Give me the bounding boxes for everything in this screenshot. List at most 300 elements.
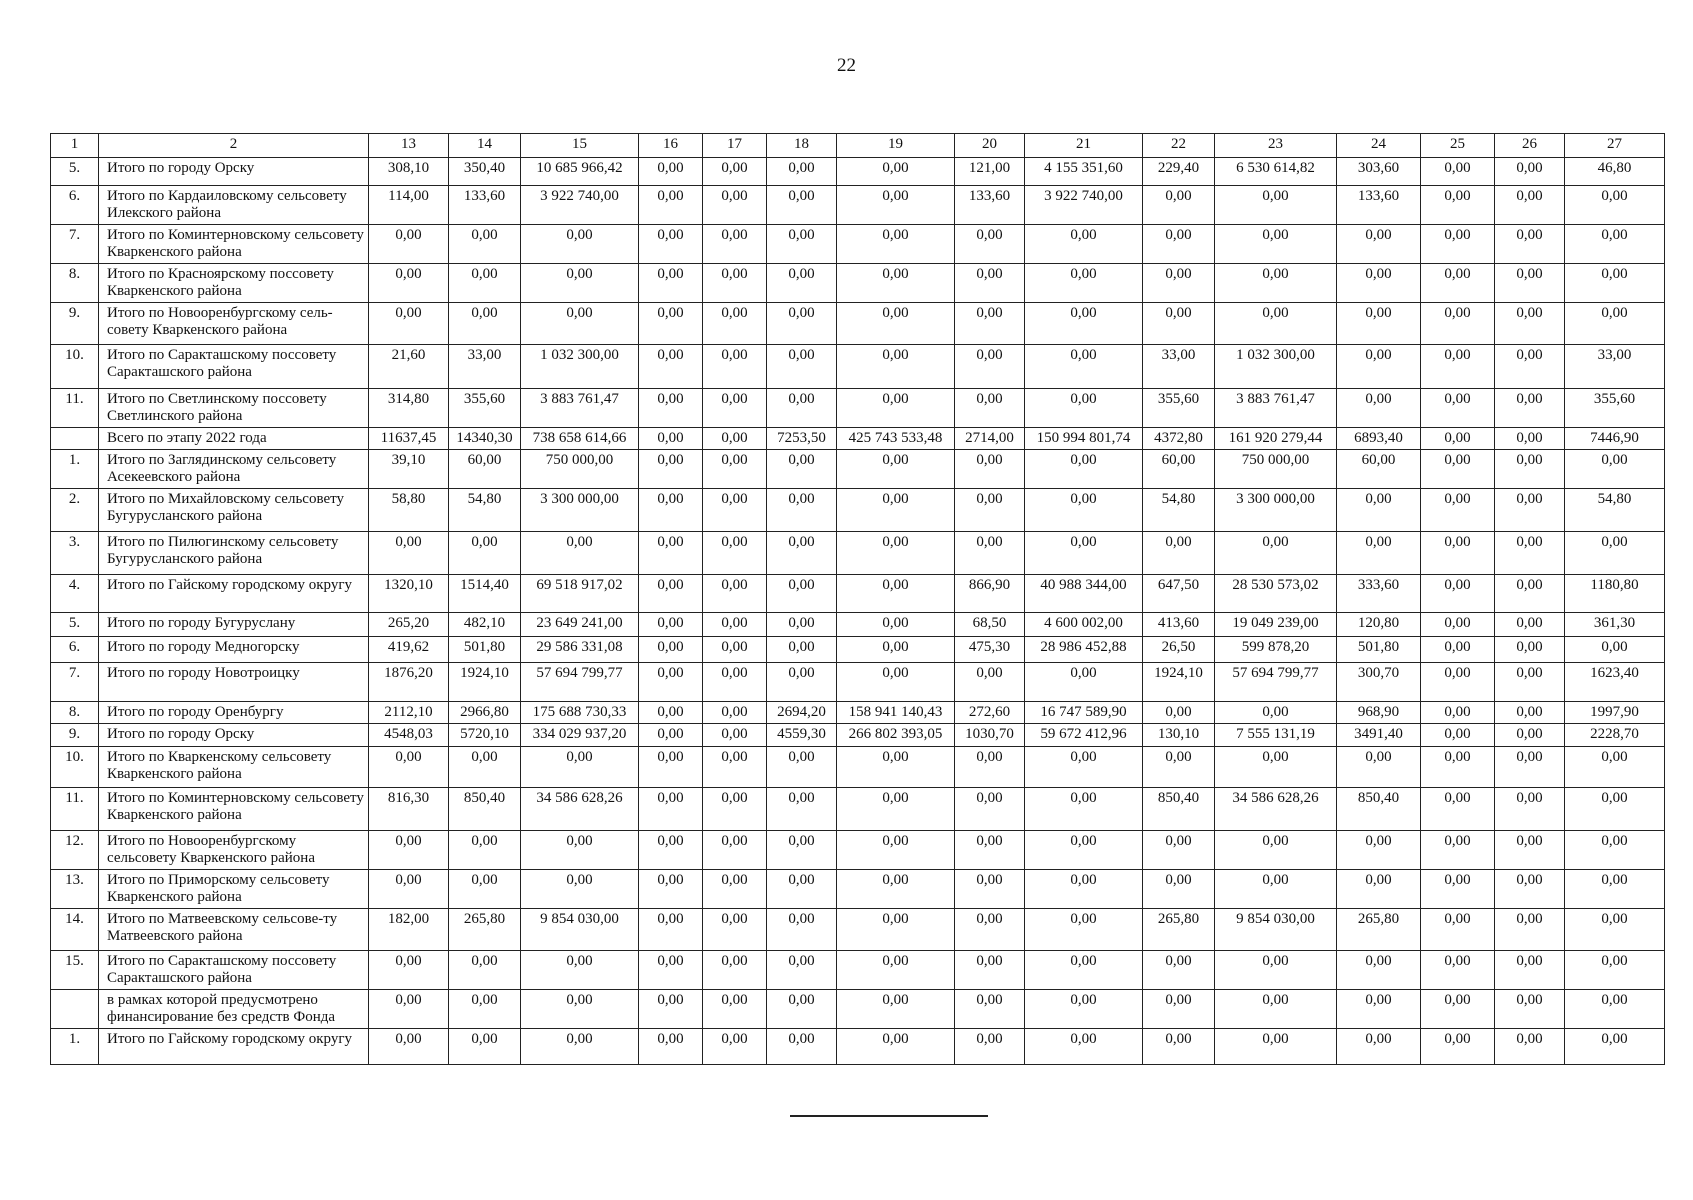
table-row [51, 951, 1665, 990]
table-cell: 1180,80 [1565, 575, 1665, 613]
table-cell: 33,00 [1143, 345, 1215, 389]
table-cell: 0,00 [837, 788, 955, 831]
table-cell: 0,00 [837, 532, 955, 575]
column-header: 17 [703, 134, 767, 158]
row-number: 3. [51, 532, 99, 575]
table-cell: 0,00 [449, 831, 521, 870]
table-cell: 0,00 [639, 702, 703, 724]
table-cell: 0,00 [1495, 990, 1565, 1029]
table-cell: 0,00 [767, 345, 837, 389]
table-cell: 2228,70 [1565, 724, 1665, 747]
table-cell: 738 658 614,66 [521, 428, 639, 450]
table-cell: 0,00 [1565, 788, 1665, 831]
table-cell: 60,00 [1337, 450, 1421, 489]
table-cell: 0,00 [1565, 1029, 1665, 1065]
table-cell: 133,60 [449, 186, 521, 225]
table-cell: 0,00 [703, 575, 767, 613]
row-number: 11. [51, 788, 99, 831]
table-cell: 133,60 [1337, 186, 1421, 225]
table-cell: 0,00 [369, 1029, 449, 1065]
table-cell: 0,00 [639, 158, 703, 186]
row-number: 6. [51, 637, 99, 663]
table-cell: 419,62 [369, 637, 449, 663]
table-cell: 0,00 [521, 951, 639, 990]
table-cell: 0,00 [639, 870, 703, 909]
table-cell: 3491,40 [1337, 724, 1421, 747]
column-header: 22 [1143, 134, 1215, 158]
table-cell: 265,80 [1143, 909, 1215, 951]
table-cell: 0,00 [1565, 264, 1665, 303]
column-header: 21 [1025, 134, 1143, 158]
row-number: 6. [51, 186, 99, 225]
table-cell: 0,00 [1337, 747, 1421, 788]
table-cell: 0,00 [767, 990, 837, 1029]
table-cell: 647,50 [1143, 575, 1215, 613]
table-cell: 0,00 [639, 450, 703, 489]
column-header: 25 [1421, 134, 1495, 158]
table-cell: 3 883 761,47 [521, 389, 639, 428]
table-cell: 0,00 [837, 909, 955, 951]
table-cell: 4 155 351,60 [1025, 158, 1143, 186]
table-cell: 0,00 [1025, 1029, 1143, 1065]
table-cell: 0,00 [369, 747, 449, 788]
table-cell: 0,00 [767, 389, 837, 428]
table-cell: 0,00 [369, 831, 449, 870]
table-cell: 0,00 [767, 909, 837, 951]
table-cell: 1514,40 [449, 575, 521, 613]
table-cell: 3 300 000,00 [1215, 489, 1337, 532]
table-cell: 0,00 [1143, 702, 1215, 724]
row-number: 9. [51, 303, 99, 345]
table-cell: 0,00 [955, 345, 1025, 389]
table-row [51, 225, 1665, 264]
table-cell: 0,00 [1337, 1029, 1421, 1065]
table-cell: 0,00 [1337, 264, 1421, 303]
table-cell: 0,00 [639, 389, 703, 428]
row-name: Итого по городу Орску [99, 158, 369, 186]
table-cell: 0,00 [837, 637, 955, 663]
table-cell: 28 986 452,88 [1025, 637, 1143, 663]
table-cell: 2966,80 [449, 702, 521, 724]
table-cell: 3 883 761,47 [1215, 389, 1337, 428]
table-cell: 0,00 [1421, 1029, 1495, 1065]
table-cell: 0,00 [767, 303, 837, 345]
table-cell: 0,00 [767, 575, 837, 613]
table-cell: 0,00 [449, 264, 521, 303]
table-cell: 0,00 [1495, 450, 1565, 489]
table-cell: 0,00 [1143, 747, 1215, 788]
table-row [51, 428, 1665, 450]
table-cell: 0,00 [1143, 1029, 1215, 1065]
row-number: 8. [51, 702, 99, 724]
row-number: 4. [51, 575, 99, 613]
table-cell: 0,00 [639, 532, 703, 575]
table-cell: 0,00 [639, 489, 703, 532]
table-cell: 1623,40 [1565, 663, 1665, 702]
table-row [51, 990, 1665, 1029]
table-cell: 6 530 614,82 [1215, 158, 1337, 186]
table-cell: 355,60 [1565, 389, 1665, 428]
table-cell: 0,00 [521, 831, 639, 870]
table-row [51, 702, 1665, 724]
table-row [51, 1029, 1665, 1065]
table-row [51, 303, 1665, 345]
table-cell: 0,00 [767, 613, 837, 637]
table-cell: 0,00 [767, 747, 837, 788]
table-cell: 120,80 [1337, 613, 1421, 637]
table-row [51, 747, 1665, 788]
table-cell: 0,00 [703, 158, 767, 186]
column-header: 16 [639, 134, 703, 158]
table-cell: 150 994 801,74 [1025, 428, 1143, 450]
table-cell: 0,00 [1565, 747, 1665, 788]
table-cell: 0,00 [449, 303, 521, 345]
table-cell: 0,00 [1565, 303, 1665, 345]
table-cell: 121,00 [955, 158, 1025, 186]
table-cell: 750 000,00 [1215, 450, 1337, 489]
column-header: 14 [449, 134, 521, 158]
table-cell: 0,00 [837, 1029, 955, 1065]
table-cell: 0,00 [1143, 990, 1215, 1029]
table-cell: 16 747 589,90 [1025, 702, 1143, 724]
table-cell: 0,00 [837, 663, 955, 702]
table-cell: 0,00 [703, 186, 767, 225]
table-cell: 0,00 [1565, 909, 1665, 951]
table-cell: 0,00 [369, 303, 449, 345]
table-cell: 0,00 [1421, 909, 1495, 951]
table-cell: 5720,10 [449, 724, 521, 747]
table-cell: 0,00 [1495, 489, 1565, 532]
table-cell: 26,50 [1143, 637, 1215, 663]
table-cell: 0,00 [1421, 663, 1495, 702]
row-name: Итого по Михайловскому сельсовету Бугурусланского района [99, 489, 369, 532]
table-cell: 0,00 [703, 303, 767, 345]
table-cell: 28 530 573,02 [1215, 575, 1337, 613]
table-cell: 0,00 [639, 831, 703, 870]
table-cell: 0,00 [449, 1029, 521, 1065]
table-cell: 0,00 [1025, 788, 1143, 831]
table-cell: 0,00 [767, 663, 837, 702]
table-cell: 34 586 628,26 [1215, 788, 1337, 831]
table-cell: 0,00 [1025, 747, 1143, 788]
table-cell: 0,00 [1215, 303, 1337, 345]
table-cell: 0,00 [521, 264, 639, 303]
row-name: Итого по городу Оренбургу [99, 702, 369, 724]
table-cell: 4548,03 [369, 724, 449, 747]
table-cell: 1320,10 [369, 575, 449, 613]
table-cell: 0,00 [1565, 870, 1665, 909]
table-cell: 0,00 [955, 389, 1025, 428]
table-cell: 54,80 [1143, 489, 1215, 532]
table-cell: 1876,20 [369, 663, 449, 702]
row-number: 7. [51, 225, 99, 264]
table-cell: 413,60 [1143, 613, 1215, 637]
table-cell: 0,00 [767, 637, 837, 663]
table-cell: 3 922 740,00 [1025, 186, 1143, 225]
table-cell: 68,50 [955, 613, 1025, 637]
table-cell: 1 032 300,00 [1215, 345, 1337, 389]
table-row [51, 489, 1665, 532]
table-cell: 2714,00 [955, 428, 1025, 450]
table-cell: 23 649 241,00 [521, 613, 639, 637]
table-cell: 59 672 412,96 [1025, 724, 1143, 747]
row-name: Итого по Заглядинскому сельсовету Асекеевского района [99, 450, 369, 489]
table-cell: 265,80 [1337, 909, 1421, 951]
table-cell: 1924,10 [449, 663, 521, 702]
table-cell: 0,00 [955, 225, 1025, 264]
table-cell: 968,90 [1337, 702, 1421, 724]
table-cell: 0,00 [521, 747, 639, 788]
table-cell: 0,00 [1215, 990, 1337, 1029]
row-number: 10. [51, 345, 99, 389]
row-name: Итого по Саракташскому поссовету Саракташского района [99, 951, 369, 990]
table-cell: 0,00 [639, 990, 703, 1029]
column-header: 26 [1495, 134, 1565, 158]
table-cell: 0,00 [639, 637, 703, 663]
table-cell: 0,00 [639, 747, 703, 788]
table-cell: 39,10 [369, 450, 449, 489]
table-cell: 40 988 344,00 [1025, 575, 1143, 613]
table-cell: 0,00 [703, 450, 767, 489]
table-cell: 0,00 [1337, 532, 1421, 575]
table-cell: 4372,80 [1143, 428, 1215, 450]
table-cell: 0,00 [703, 264, 767, 303]
table-cell: 0,00 [837, 831, 955, 870]
table-cell: 501,80 [449, 637, 521, 663]
row-name: Итого по Новооренбургскому сельсовету Кваркенского района [99, 831, 369, 870]
table-cell: 0,00 [639, 951, 703, 990]
table-row [51, 788, 1665, 831]
table-cell: 0,00 [1565, 951, 1665, 990]
table-cell: 3 922 740,00 [521, 186, 639, 225]
table-cell: 0,00 [1565, 990, 1665, 1029]
table-row [51, 724, 1665, 747]
table-cell: 0,00 [1495, 1029, 1565, 1065]
table-row [51, 532, 1665, 575]
table-cell: 0,00 [767, 788, 837, 831]
table-row [51, 663, 1665, 702]
table-cell: 34 586 628,26 [521, 788, 639, 831]
table-cell: 0,00 [1421, 990, 1495, 1029]
table-cell: 0,00 [837, 158, 955, 186]
table-cell: 158 941 140,43 [837, 702, 955, 724]
row-name: Итого по Коминтерновскому сельсовету Кваркенского района [99, 225, 369, 264]
header-row [51, 134, 1665, 158]
table-cell: 0,00 [767, 870, 837, 909]
table-cell: 0,00 [449, 870, 521, 909]
column-header: 15 [521, 134, 639, 158]
table-row [51, 575, 1665, 613]
column-header: 19 [837, 134, 955, 158]
table-cell: 0,00 [639, 575, 703, 613]
table-cell: 0,00 [1421, 724, 1495, 747]
table-cell: 850,40 [1143, 788, 1215, 831]
table-cell: 0,00 [1421, 489, 1495, 532]
table-cell: 0,00 [955, 951, 1025, 990]
table-cell: 133,60 [955, 186, 1025, 225]
table-row [51, 831, 1665, 870]
row-name: Итого по Приморскому сельсовету Кваркенского района [99, 870, 369, 909]
table-cell: 0,00 [703, 345, 767, 389]
table-cell: 0,00 [1143, 264, 1215, 303]
table-cell: 0,00 [767, 225, 837, 264]
table-row [51, 264, 1665, 303]
table-cell: 0,00 [1143, 186, 1215, 225]
table-cell: 0,00 [1495, 428, 1565, 450]
table-cell: 355,60 [449, 389, 521, 428]
table-cell: 0,00 [1421, 831, 1495, 870]
table-cell: 0,00 [1495, 264, 1565, 303]
table-cell: 0,00 [639, 345, 703, 389]
row-number: 1. [51, 1029, 99, 1065]
table-cell: 0,00 [767, 532, 837, 575]
row-name: Итого по Кардаиловскому сельсовету Илекского района [99, 186, 369, 225]
table-cell: 0,00 [1421, 428, 1495, 450]
table-cell: 0,00 [1215, 951, 1337, 990]
table-cell: 0,00 [1421, 747, 1495, 788]
table-cell: 0,00 [837, 389, 955, 428]
table-cell: 0,00 [639, 663, 703, 702]
table-cell: 0,00 [369, 225, 449, 264]
row-number: 5. [51, 158, 99, 186]
table-cell: 334 029 937,20 [521, 724, 639, 747]
table-cell: 0,00 [1495, 613, 1565, 637]
table-cell: 1 032 300,00 [521, 345, 639, 389]
table-cell: 0,00 [1025, 264, 1143, 303]
table-cell: 0,00 [1495, 788, 1565, 831]
table-cell: 0,00 [639, 909, 703, 951]
table-cell: 0,00 [449, 532, 521, 575]
column-header: 2 [99, 134, 369, 158]
row-number: 9. [51, 724, 99, 747]
table-cell: 9 854 030,00 [1215, 909, 1337, 951]
table-cell: 361,30 [1565, 613, 1665, 637]
table-row [51, 186, 1665, 225]
table-cell: 0,00 [1495, 389, 1565, 428]
row-number: 5. [51, 613, 99, 637]
table-cell: 1030,70 [955, 724, 1025, 747]
table-cell: 0,00 [1495, 831, 1565, 870]
table-cell: 0,00 [837, 951, 955, 990]
table-cell: 850,40 [449, 788, 521, 831]
table-cell: 308,10 [369, 158, 449, 186]
table-cell: 0,00 [703, 990, 767, 1029]
table-cell: 0,00 [1495, 909, 1565, 951]
table-cell: 599 878,20 [1215, 637, 1337, 663]
table-cell: 0,00 [1025, 870, 1143, 909]
table-cell: 0,00 [703, 428, 767, 450]
table-cell: 0,00 [1337, 303, 1421, 345]
table-cell: 0,00 [449, 225, 521, 264]
table-cell: 0,00 [1565, 532, 1665, 575]
row-number [51, 990, 99, 1029]
table-cell: 0,00 [955, 788, 1025, 831]
table-cell: 425 743 533,48 [837, 428, 955, 450]
table-cell: 0,00 [1215, 225, 1337, 264]
table-cell: 0,00 [837, 990, 955, 1029]
footer-divider [790, 1115, 988, 1117]
table-cell: 0,00 [955, 747, 1025, 788]
table-cell: 0,00 [639, 613, 703, 637]
table-cell: 0,00 [1495, 637, 1565, 663]
table-cell: 0,00 [639, 186, 703, 225]
table-cell: 0,00 [1565, 225, 1665, 264]
row-number: 8. [51, 264, 99, 303]
table-cell: 0,00 [369, 532, 449, 575]
table-cell: 10 685 966,42 [521, 158, 639, 186]
data-table [50, 133, 1665, 1065]
table-cell: 0,00 [703, 831, 767, 870]
table-cell: 0,00 [1495, 186, 1565, 225]
table-cell: 475,30 [955, 637, 1025, 663]
table-cell: 0,00 [369, 951, 449, 990]
column-header: 24 [1337, 134, 1421, 158]
table-cell: 0,00 [1025, 909, 1143, 951]
table-cell: 0,00 [1421, 158, 1495, 186]
row-number: 10. [51, 747, 99, 788]
table-cell: 0,00 [1421, 637, 1495, 663]
table-cell: 33,00 [1565, 345, 1665, 389]
table-cell: 0,00 [521, 990, 639, 1029]
table-cell: 54,80 [449, 489, 521, 532]
table-cell: 0,00 [767, 264, 837, 303]
table-cell: 303,60 [1337, 158, 1421, 186]
table-cell: 0,00 [837, 489, 955, 532]
table-cell: 0,00 [837, 303, 955, 345]
table-cell: 0,00 [703, 702, 767, 724]
table-cell: 0,00 [1421, 870, 1495, 909]
table-cell: 0,00 [1495, 724, 1565, 747]
table-cell: 0,00 [767, 951, 837, 990]
table-cell: 0,00 [1215, 186, 1337, 225]
table-cell: 69 518 917,02 [521, 575, 639, 613]
table-cell: 0,00 [639, 303, 703, 345]
table-cell: 0,00 [1421, 450, 1495, 489]
table-cell: 0,00 [639, 428, 703, 450]
table-cell: 300,70 [1337, 663, 1421, 702]
table-cell: 0,00 [703, 788, 767, 831]
row-number: 13. [51, 870, 99, 909]
table-cell: 0,00 [1421, 788, 1495, 831]
table-cell: 0,00 [521, 532, 639, 575]
table-cell: 0,00 [1025, 489, 1143, 532]
table-cell: 0,00 [369, 264, 449, 303]
table-cell: 14340,30 [449, 428, 521, 450]
row-name: Итого по Коминтерновскому сельсовету Кваркенского района [99, 788, 369, 831]
table-cell: 0,00 [521, 870, 639, 909]
table-cell: 4 600 002,00 [1025, 613, 1143, 637]
table-cell: 0,00 [1215, 831, 1337, 870]
table-cell: 0,00 [1495, 702, 1565, 724]
table-cell: 33,00 [449, 345, 521, 389]
table-cell: 0,00 [1421, 303, 1495, 345]
table-cell: 29 586 331,08 [521, 637, 639, 663]
table-cell: 866,90 [955, 575, 1025, 613]
table-cell: 130,10 [1143, 724, 1215, 747]
table-cell: 60,00 [449, 450, 521, 489]
column-header: 18 [767, 134, 837, 158]
row-name: Итого по Светлинскому поссовету Светлинского района [99, 389, 369, 428]
table-cell: 0,00 [703, 637, 767, 663]
row-number [51, 428, 99, 450]
table-cell: 0,00 [955, 450, 1025, 489]
table-row [51, 637, 1665, 663]
table-cell: 0,00 [703, 389, 767, 428]
table-cell: 0,00 [703, 909, 767, 951]
table-cell: 0,00 [837, 747, 955, 788]
table-cell: 175 688 730,33 [521, 702, 639, 724]
row-name: Итого по городу Новотроицку [99, 663, 369, 702]
